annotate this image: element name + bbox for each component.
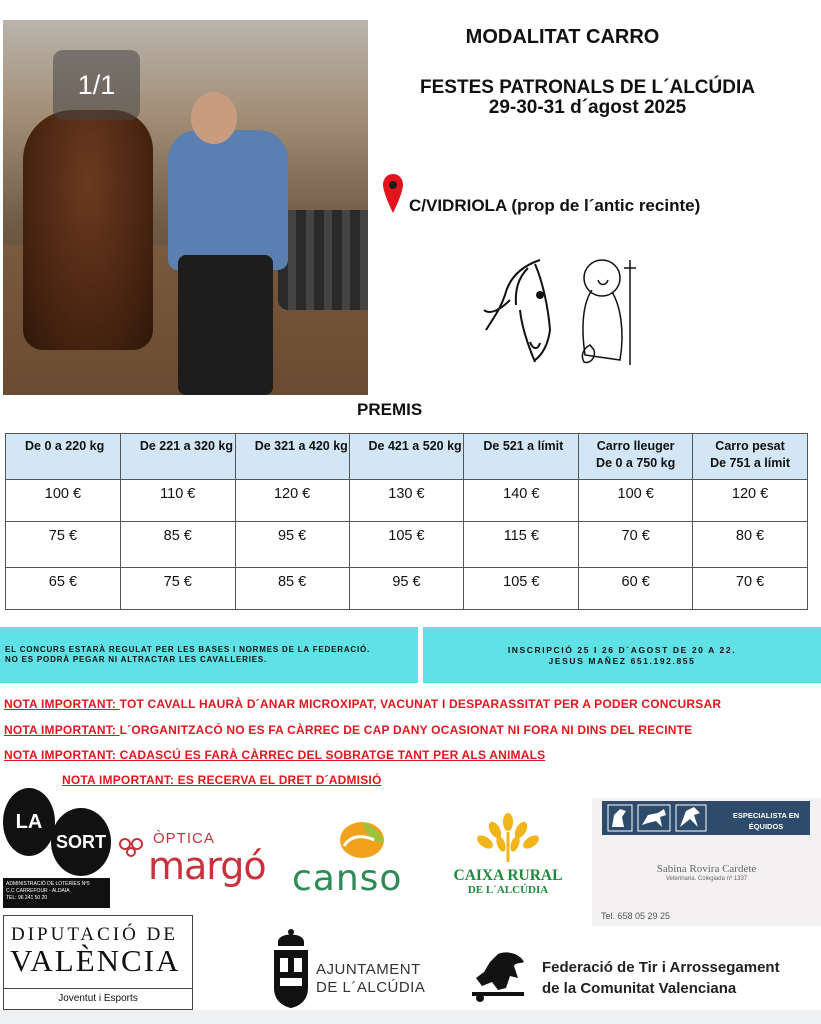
column-header: Carro pesat De 751 a límit	[693, 434, 808, 480]
prize-cell: 130 €	[349, 480, 464, 522]
note-prefix: NOTA IMPORTANT:	[4, 748, 120, 762]
optica-small-text: ÒPTICA	[153, 830, 215, 847]
image-counter: 1/1	[53, 50, 140, 120]
la-sort-strip-line: ADMINISTRACIÓ DE LOTERIES Nº5	[6, 881, 90, 887]
prize-cell: 120 €	[235, 480, 349, 522]
vet-specialty	[724, 810, 808, 832]
federacio-text	[542, 957, 780, 999]
prize-cell: 120 €	[693, 480, 808, 522]
la-sort-strip-line: C.C CARREFOUR - ALDAIA	[6, 888, 70, 894]
vet-phone: Tel. 658 05 29 25	[601, 911, 671, 921]
column-header: Carro lleuger De 0 a 750 kg	[579, 434, 693, 480]
rules-band	[0, 627, 418, 683]
vet-card-band	[602, 801, 810, 835]
registration-line: INSCRIPCIÓ 25 I 26 D´AGOST DE 20 A 22.	[507, 645, 737, 655]
prize-cell: 95 €	[349, 568, 464, 610]
prize-cell: 85 €	[120, 522, 235, 568]
prize-cell: 70 €	[579, 522, 693, 568]
table-row	[6, 568, 808, 610]
optica-dots-icon	[118, 834, 150, 858]
optica-big-text: margó	[148, 844, 266, 888]
prize-cell: 100 €	[6, 480, 121, 522]
prize-cell: 100 €	[579, 480, 693, 522]
bottom-bar	[0, 1010, 821, 1024]
photo-man-legs	[178, 255, 273, 395]
note-text: ES RECERVA EL DRET D´ADMISIÓ	[177, 773, 382, 787]
prize-cell: 85 €	[235, 568, 349, 610]
event-name: FESTES PATRONALS DE L´ALCÚDIA	[420, 77, 755, 98]
prize-cell: 105 €	[349, 522, 464, 568]
wheat-icon	[473, 812, 543, 864]
column-header: De 321 a 420 kg	[235, 434, 349, 480]
rules-line: NO ES PODRÀ PEGAR NI ALTRACTAR LES CAVALLERIES.	[5, 655, 268, 664]
prize-cell: 80 €	[693, 522, 808, 568]
column-header: De 0 a 220 kg	[6, 434, 121, 480]
location	[382, 172, 700, 216]
diputacio-department: Joventut i Esports	[58, 993, 138, 1004]
prize-cell: 95 €	[235, 522, 349, 568]
ajuntament-text	[316, 961, 425, 997]
federacio-logo	[468, 948, 818, 1008]
diputacio-logo	[3, 915, 193, 1010]
divider	[4, 988, 192, 989]
event-subtitle	[395, 78, 780, 118]
ajuntament-line: DE L´ALCÚDIA	[316, 979, 426, 996]
federacio-line: de la Comunitat Valenciana	[542, 980, 737, 997]
canso-word: canso	[292, 858, 403, 899]
registration-contact: JESUS MAÑEZ 651.192.855	[548, 656, 696, 666]
vet-subtitle: Veterinaria. Colegiada nº 1337	[665, 876, 748, 882]
rules-line: EL CONCURS ESTARÀ REGULAT PER LES BASES I NORMES DE LA FEDERACIÓ.	[5, 645, 371, 654]
note-text: L´ORGANITZACÓ NO ES FA CÀRREC DE CAP DANY OCASIONAT NI FORA NI DINS DEL RECINTE	[119, 723, 693, 737]
coat-of-arms-icon	[270, 928, 312, 1010]
prize-cell: 105 €	[464, 568, 579, 610]
note-text: CADASCÚ ES FARÀ CÀRREC DEL SOBRATGE TANT PER ALS ANIMALS	[119, 748, 546, 762]
column-header: De 521 a límit	[464, 434, 579, 480]
vet-specialty-line: ÉQUIDOS	[748, 822, 784, 831]
canso-fruit-icon	[334, 818, 394, 860]
note-prefix: NOTA IMPORTANT:	[4, 723, 120, 737]
photo-tyre	[278, 210, 368, 310]
caixa-rural-logo	[443, 812, 573, 902]
la-sort-logo	[3, 785, 113, 910]
horse-saint-illustration	[480, 250, 650, 375]
table-row	[6, 522, 808, 568]
photo-man-head	[191, 92, 237, 144]
prizes-heading: PREMIS	[357, 400, 423, 419]
note-prefix: NOTA IMPORTANT:	[4, 697, 120, 711]
note-prefix: NOTA IMPORTANT:	[62, 773, 178, 787]
photo-horse	[23, 110, 153, 350]
prizes-header-row	[6, 434, 808, 480]
la-sort-circle: SORT	[51, 808, 111, 876]
caixa-rural-place: DE L´ALCÚDIA	[467, 884, 549, 896]
ajuntament-logo	[270, 928, 430, 1010]
registration-band	[423, 627, 821, 683]
important-note	[4, 748, 545, 762]
optica-margo-logo	[118, 830, 288, 892]
prize-cell: 140 €	[464, 480, 579, 522]
page-title: MODALITAT CARRO	[465, 26, 660, 48]
prize-cell: 75 €	[120, 568, 235, 610]
vet-specialty-line: ESPECIALISTA EN	[732, 811, 800, 820]
caixa-rural-name: CAIXA RURAL	[453, 867, 563, 884]
event-dates: 29-30-31 d´agost 2025	[488, 97, 687, 118]
prize-cell: 65 €	[6, 568, 121, 610]
prize-cell: 70 €	[693, 568, 808, 610]
canso-logo	[292, 818, 434, 898]
note-text: TOT CAVALL HAURÀ D´ANAR MICROXIPAT, VACUNAT I DESPARASSITAT PER A PODER CONCURSAR	[119, 697, 722, 711]
location-label: C/VIDRIOLA (prop de l´antic recinte)	[409, 196, 701, 215]
important-note	[4, 723, 692, 737]
map-pin-icon	[382, 173, 404, 215]
prizes-table	[5, 433, 808, 610]
photo-man-body	[168, 130, 288, 270]
prize-cell: 60 €	[579, 568, 693, 610]
column-header: De 421 a 520 kg	[349, 434, 464, 480]
horse-and-saint-drawing	[480, 250, 650, 375]
diputacio-line2: VALÈNCIA	[10, 943, 181, 978]
la-sort-strip-line: TEL: 96 241 50 20	[6, 895, 48, 901]
horses-icon	[602, 801, 712, 835]
la-sort-strip	[3, 878, 110, 908]
event-photo	[3, 20, 368, 395]
prize-cell: 110 €	[120, 480, 235, 522]
ajuntament-line: AJUNTAMENT	[316, 961, 421, 978]
important-note	[4, 697, 721, 711]
diputacio-line1: DIPUTACIÓ DE	[11, 924, 178, 945]
federation-horse-icon	[468, 948, 530, 1004]
prize-cell: 115 €	[464, 522, 579, 568]
table-row	[6, 480, 808, 522]
vet-card	[592, 798, 821, 926]
vet-name: Sabina Rovira Cardete	[656, 863, 757, 875]
federacio-line: Federació de Tir i Arrossegament	[542, 959, 780, 976]
la-sort-circle: LA	[3, 788, 55, 856]
column-header: De 221 a 320 kg	[120, 434, 235, 480]
prize-cell: 75 €	[6, 522, 121, 568]
